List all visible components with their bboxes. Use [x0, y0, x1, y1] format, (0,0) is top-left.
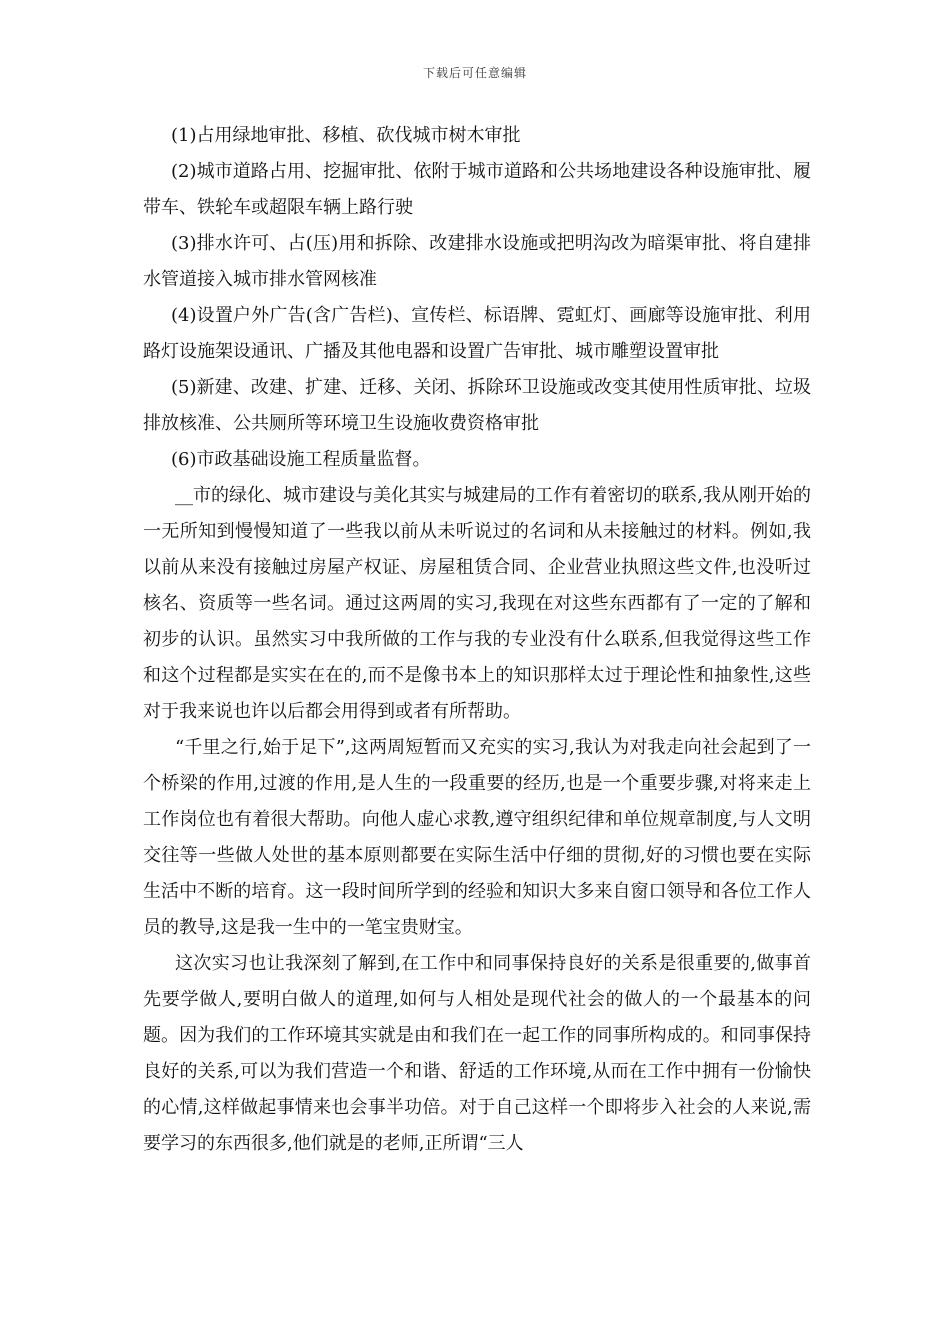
- list-item-2: (2)城市道路占用、挖掘审批、依附于城市道路和公共场地建设各种设施审批、履带车、铁轮车或超限车辆上路行驶: [143, 161, 811, 218]
- document-body: [143, 118, 811, 1162]
- list-item-1: (1)占用绿地审批、移植、砍伐城市树木审批: [171, 125, 521, 146]
- list-item-4: (4)设置户外广告(含广告栏)、宣传栏、标语牌、霓虹灯、画廊等设施审批、利用路灯设施架设通讯、广播及其他电器和设置广告审批、城市雕塑设置审批: [143, 305, 811, 362]
- page-header: 下载后可任意编辑: [422, 66, 527, 80]
- body-paragraph-1: __市的绿化、城市建设与美化其实与城建局的工作有着密切的联系,我从刚开始的一无所知到慢慢知道了一些我以前从未听说过的名词和从未接触过的材料。例如,我以前从来没有接触过房屋产权证、房屋租赁合同、企业营业执照这些文件,也没听过核名、资质等一些名词。通过这两周的实习,我现在对这些东西都有了一定的了解和初步的认识。虽然实习中我所做的工作与我的专业没有什么联系,但我觉得这些工作和这个过程都是实实在在的,而不是像书本上的知识那样太过于理论性和抽象性,这些对于我来说也许以后都会用得到或者有所帮助。: [143, 485, 811, 722]
- list-item-5: (5)新建、改建、扩建、迁移、关闭、拆除环卫设施或改变其使用性质审批、垃圾排放核准、公共厕所等环境卫生设施收费资格审批: [143, 377, 811, 434]
- list-item-6: (6)市政基础设施工程质量监督。: [171, 449, 431, 470]
- body-paragraph-2: “千里之行,始于足下”,这两周短暂而又充实的实习,我认为对我走向社会起到了一个桥梁的作用,过渡的作用,是人生的一段重要的经历,也是一个重要步骤,对将来走上工作岗位也有着很大帮助。向他人虚心求教,遵守组织纪律和单位规章制度,与人文明交往等一些做人处世的基本原则都要在实际生活中仔细的贯彻,好的习惯也要在实际生活中不断的培育。这一段时间所学到的经验和知识大多来自窗口领导和各位工作人员的教导,这是我一生中的一笔宝贵财宝。: [143, 737, 811, 938]
- body-paragraph-3: 这次实习也让我深刻了解到,在工作中和同事保持良好的关系是很重要的,做事首先要学做人,要明白做人的道理,如何与人相处是现代社会的做人的一个最基本的问题。因为我们的工作环境其实就是由和我们在一起工作的同事所构成的。和同事保持良好的关系,可以为我们营造一个和谐、舒适的工作环境,从而在工作中拥有一份愉快的心情,这样做起事情来也会事半功倍。对于自己这样一个即将步入社会的人来说,需要学习的东西很多,他们就是的老师,正所谓“三人: [143, 953, 811, 1154]
- list-item-3: (3)排水许可、占(压)用和拆除、改建排水设施或把明沟改为暗渠审批、将自建排水管道接入城市排水管网核准: [143, 233, 811, 290]
